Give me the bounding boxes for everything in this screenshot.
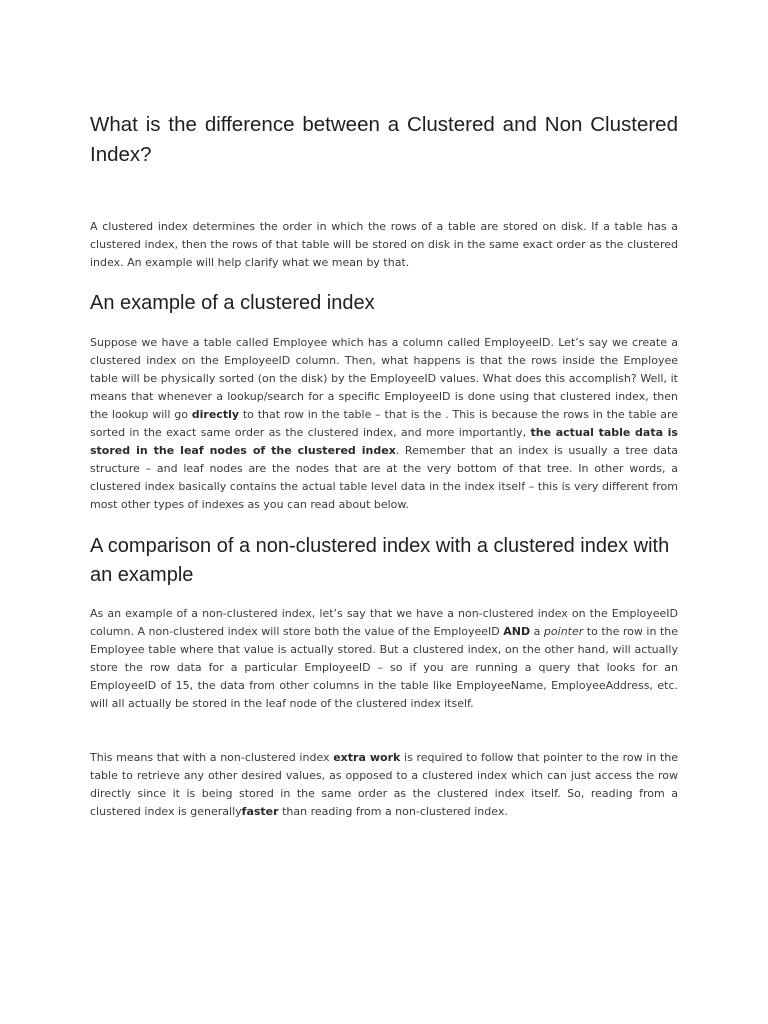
comparison-paragraph-2 [90,749,678,821]
comparison-paragraph-1 [90,605,678,713]
text-run: . Remember that an index is usually a tree data structure – and leaf nodes are the nodes that are at the very bottom of that tree. In other words, a clustered index basically contains the actual table level data in the index itself – this is very different from most other types of indexes as you can read about below. [90,444,678,511]
text-run: a [530,625,544,638]
page-title: What is the difference between a Clustered and Non Clustered Index? [90,113,678,166]
text-run: As an example of a non-clustered index, let’s say that we have a non-clustered index on the EmployeeID column. A non-clustered index will store both the value of the EmployeeID [90,607,678,638]
text-run: Suppose we have a table called Employee which has a column called EmployeeID. Let’s say we create a clustered index on the EmployeeID column. Then, what happens is that the rows inside the Employee table will be physically sorted (on the disk) by the EmployeeID values. What does this accomplish? Well, it means that whenever a lookup/search for a specific EmployeeID is done using that clustered index, then the lookup will go [90,336,678,421]
emphasis-and: AND [503,625,531,638]
emphasis-pointer: pointer [543,625,584,638]
intro-text: A clustered index determines the order in which the rows of a table are stored on disk. If a table has a clustered index, then the rows of that table will be stored on disk in the same exact order as the clustered index. An example will help clarify what we mean by that. [90,220,678,269]
section-heading-comparison: A comparison of a non-clustered index with a clustered index with an example [90,535,670,586]
text-run: to the row in the Employee table where that value is actually stored. But a clustered index, on the other hand, will actually store the row data for a particular EmployeeID – so if you are running a query that looks for an EmployeeID of 15, the data from other columns in the table like EmployeeName, EmployeeAddress, etc. will all actually be stored in the leaf node of the clustered index itself. [90,625,679,710]
text-run: to that row in the table – that is the . This is because the rows in the table are sorted in the exact same order as the clustered index, and more importantly, [90,408,679,439]
emphasis-faster: faster [241,805,279,818]
emphasis-leaf-nodes: the actual table data is stored in the leaf nodes of the clustered index [90,426,678,457]
emphasis-directly: directly [191,408,240,421]
clustered-example-paragraph [90,334,678,514]
section-heading-clustered-example: An example of a clustered index [90,292,375,314]
text-run: is required to follow that pointer to the row in the table to retrieve any other desired values, as opposed to a clustered index which can just access the row directly since it is being stored in the same order as the clustered index itself. So, reading from a clustered index is generally [90,751,679,818]
emphasis-extra-work: extra work [333,751,401,764]
text-run: than reading from a non-clustered index. [278,805,508,818]
text-run: This means that with a non-clustered index [90,751,334,764]
intro-paragraph [90,218,678,272]
